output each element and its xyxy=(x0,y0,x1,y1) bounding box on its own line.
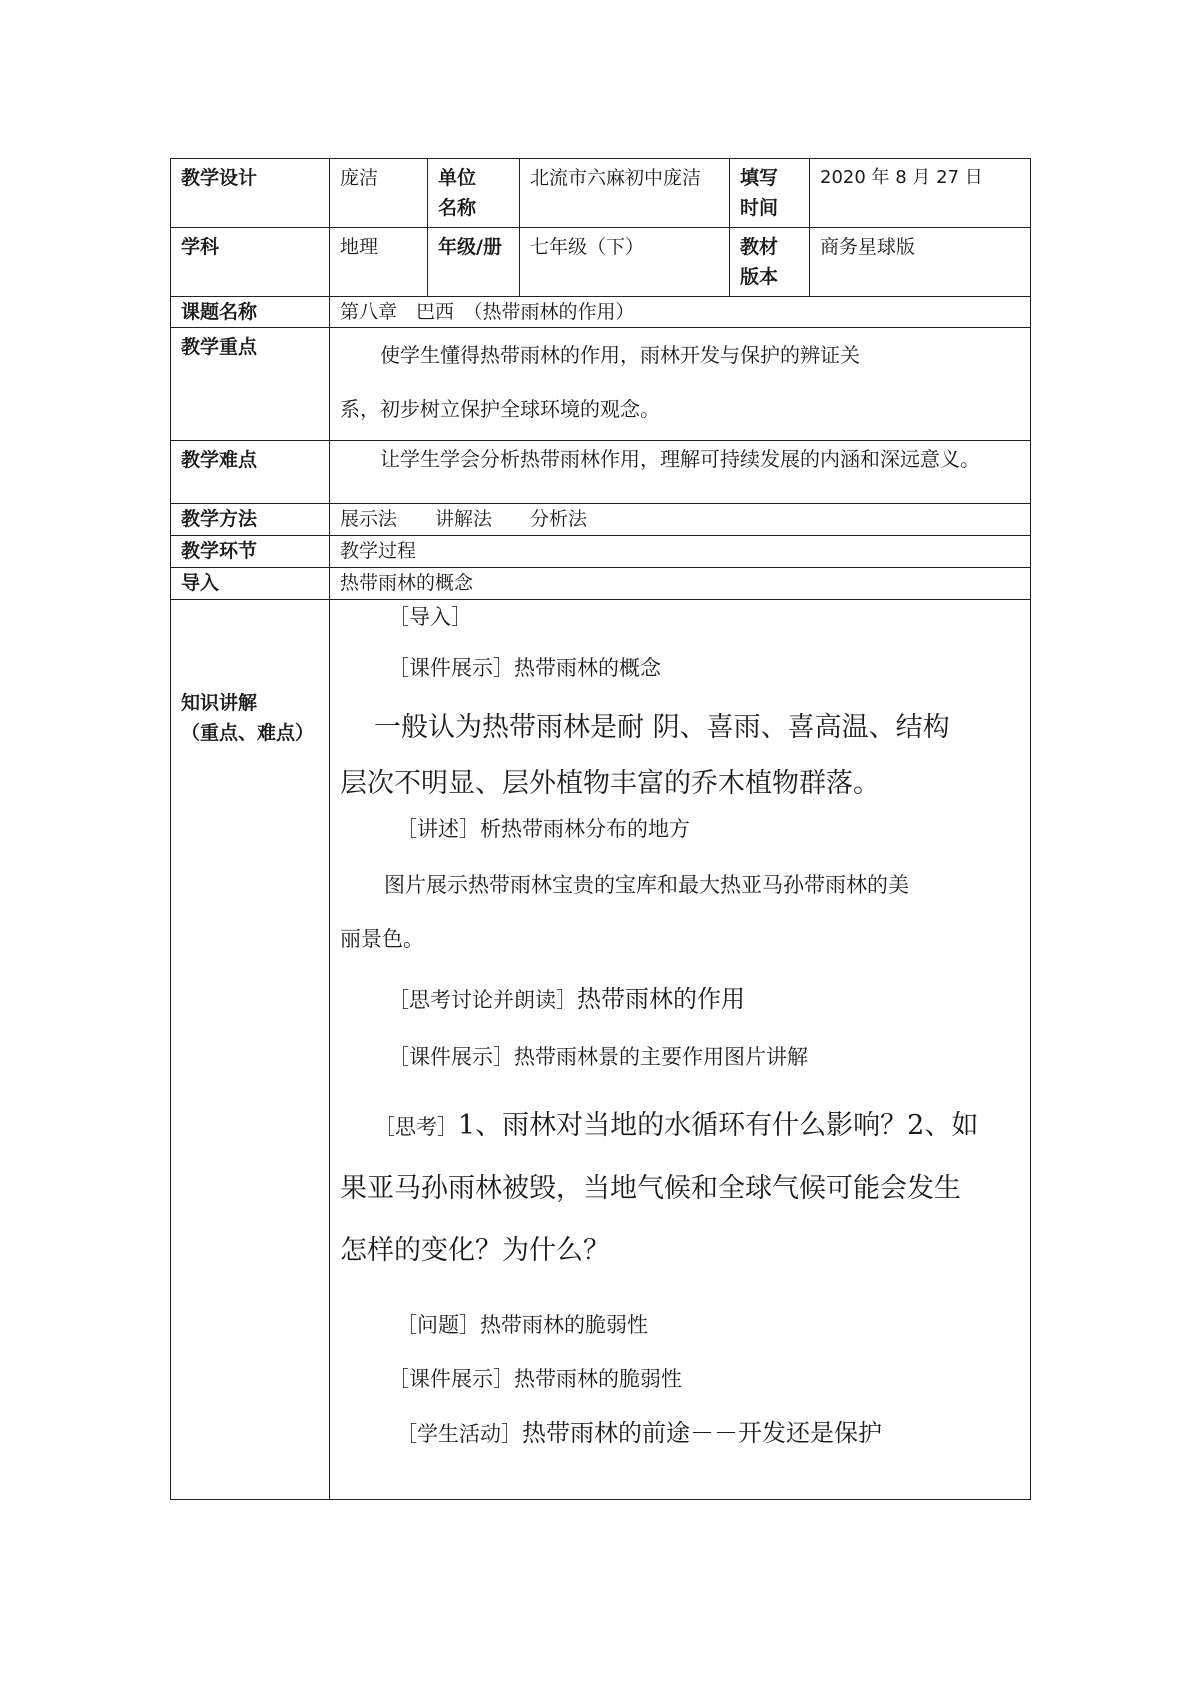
textbook-value: 商务星球版 xyxy=(810,228,1031,297)
grade-label: 年级/册 xyxy=(428,228,520,297)
time-label: 填写 时间 xyxy=(730,159,810,228)
row-subject xyxy=(171,228,1031,297)
lesson-plan-table xyxy=(170,158,1031,1500)
row-knowledge xyxy=(171,600,1031,1500)
focus-label: 教学重点 xyxy=(171,328,330,441)
designer-name: 庞洁 xyxy=(330,159,428,228)
subject-label: 学科 xyxy=(171,228,330,297)
definition-paragraph: 一般认为热带雨林是耐 阴、喜雨、喜高温、结构 层次不明显、层外植物丰富的乔木植物群落。 xyxy=(340,712,950,799)
unit-name: 北流市六麻初中庞洁 xyxy=(520,159,730,228)
discuss-line: ［思考讨论并朗读］热带雨林的作用 xyxy=(388,985,745,1013)
focus-line-1: 使学生懂得热带雨林的作用，雨林开发与保护的辨证关 xyxy=(380,343,860,367)
topic-value: 第八章 巴西 （热带雨林的作用） xyxy=(330,297,1031,328)
row-topic xyxy=(171,297,1031,328)
focus-line-2: 系，初步树立保护全球环境的观念。 xyxy=(340,397,660,421)
courseware-show-3: ［课件展示］热带雨林的脆弱性 xyxy=(388,1367,682,1391)
method-value: 展示法 讲解法 分析法 xyxy=(330,504,1031,536)
lecture-line: ［讲述］析热带雨林分布的地方 xyxy=(396,817,690,841)
focus-value xyxy=(330,328,1031,441)
intro-label: 导入 xyxy=(171,568,330,600)
picture-paragraph: 图片展示热带雨林宝贵的宝库和最大热亚马孙带雨林的美 丽景色。 xyxy=(340,873,909,951)
difficulty-label: 教学难点 xyxy=(171,441,330,504)
intro-tag: ［导入］ xyxy=(388,605,472,629)
student-activity-line: ［学生活动］热带雨林的前途－－开发还是保护 xyxy=(396,1419,882,1447)
question-line: ［问题］热带雨林的脆弱性 xyxy=(396,1313,648,1337)
row-stage xyxy=(171,536,1031,568)
row-intro xyxy=(171,568,1031,600)
topic-label: 课题名称 xyxy=(171,297,330,328)
courseware-show-1: ［课件展示］热带雨林的概念 xyxy=(388,656,661,680)
grade-value: 七年级（下） xyxy=(520,228,730,297)
unit-label: 单位 名称 xyxy=(428,159,520,228)
design-label: 教学设计 xyxy=(171,159,330,228)
stage-label: 教学环节 xyxy=(171,536,330,568)
intro-value: 热带雨林的概念 xyxy=(330,568,1031,600)
stage-value: 教学过程 xyxy=(330,536,1031,568)
knowledge-label: 知识讲解 （重点、难点） xyxy=(171,600,330,1500)
textbook-label: 教材 版本 xyxy=(730,228,810,297)
row-design xyxy=(171,159,1031,228)
knowledge-content xyxy=(330,600,1031,1500)
method-label: 教学方法 xyxy=(171,504,330,536)
row-method xyxy=(171,504,1031,536)
courseware-show-2: ［课件展示］热带雨林景的主要作用图片讲解 xyxy=(388,1045,808,1069)
row-difficulty xyxy=(171,441,1031,504)
difficulty-value: 让学生学会分析热带雨林作用，理解可持续发展的内涵和深远意义。 xyxy=(330,441,1031,504)
fill-date: 2020 年 8 月 27 日 xyxy=(810,159,1031,228)
subject-value: 地理 xyxy=(330,228,428,297)
row-focus xyxy=(171,328,1031,441)
think-paragraph: ［思考］1、雨林对当地的水循环有什么影响？2、如 果亚马孙雨林被毁，当地气候和全球气候可能会发生 怎样的变化？为什么？ xyxy=(340,1110,979,1266)
